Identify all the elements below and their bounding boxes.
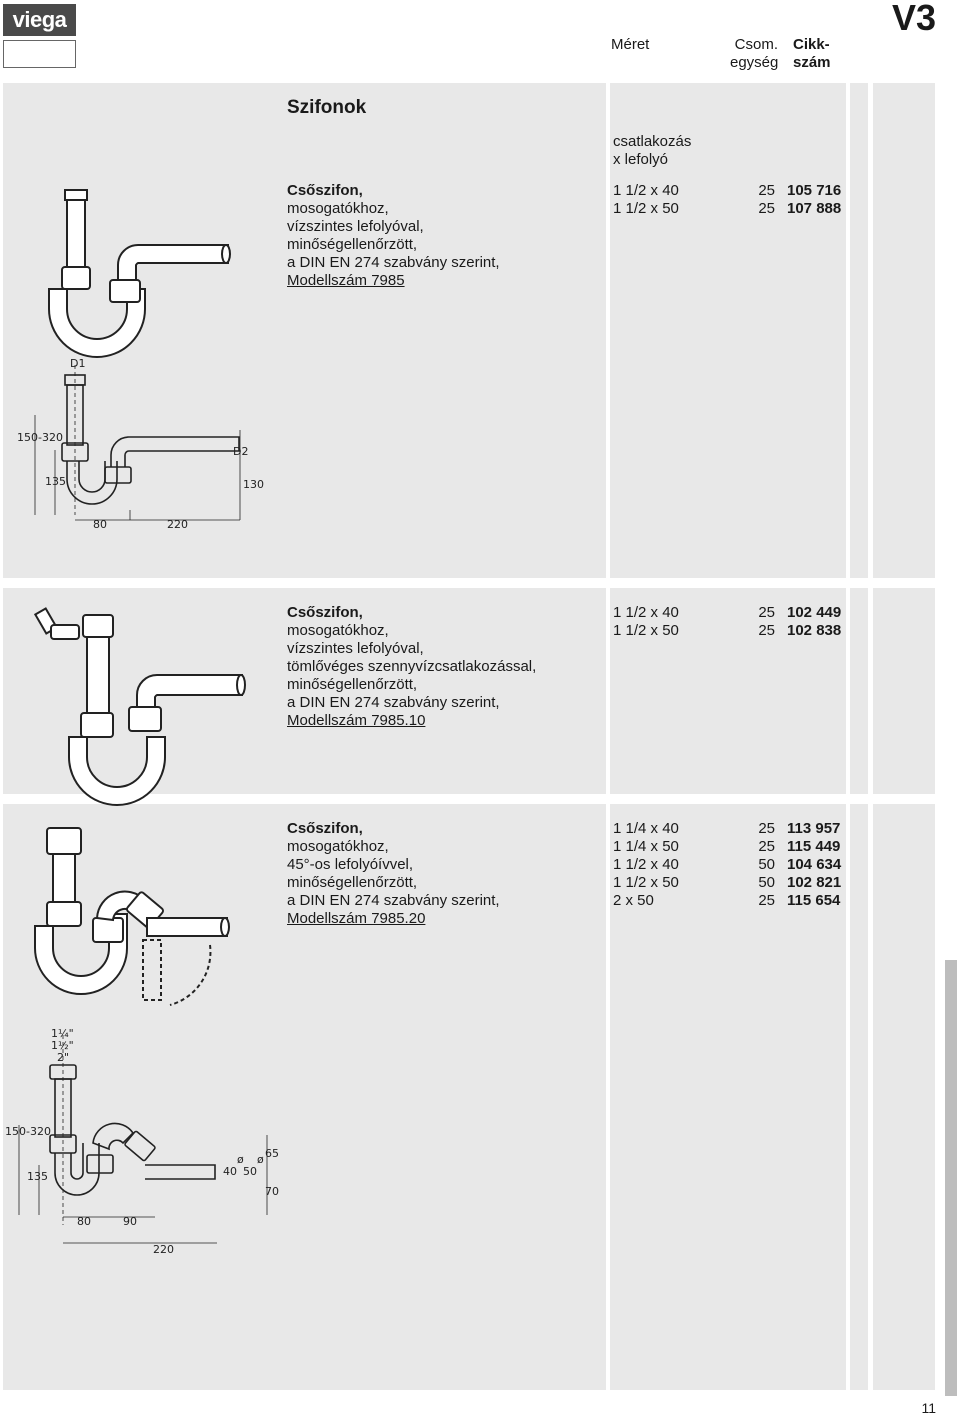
- siphon-drawing-2: [35, 605, 255, 775]
- size-subheader-line2: x lefolyó: [613, 151, 669, 168]
- dim-width-1: 80: [77, 1215, 91, 1228]
- dim-b: 1½": [51, 1039, 74, 1052]
- dim-dia-1: 40: [223, 1165, 237, 1178]
- table-cell-size: 1 1/2 x 50: [613, 874, 679, 891]
- table-cell-size: 1 1/2 x 40: [613, 604, 679, 621]
- table-cell-article: 107 888: [787, 200, 842, 217]
- product-3-line: 45°-os lefolyóívvel,: [287, 856, 414, 873]
- table-cell-qty: 25: [758, 182, 775, 199]
- dim-width-3: 220: [153, 1243, 174, 1256]
- dim-c: 2": [57, 1051, 70, 1064]
- col-header-article: [793, 36, 831, 72]
- product-2-line: a DIN EN 274 szabvány szerint,: [287, 694, 500, 711]
- viega-logo: viega: [3, 4, 76, 36]
- product-3-articles: [787, 820, 841, 910]
- dim-dia-symbol-1: ø: [237, 1153, 244, 1166]
- block-3-col-a: [850, 804, 868, 1390]
- table-cell-article: 113 957: [787, 820, 841, 837]
- table-cell-qty: 25: [758, 838, 775, 855]
- col-header-qty-line2: egység: [730, 54, 779, 71]
- table-cell-qty: 25: [758, 622, 775, 639]
- table-cell-article: 102 838: [787, 622, 842, 639]
- dim-height-2: 135: [27, 1170, 48, 1183]
- siphon-dimension-drawing-1: [15, 355, 275, 535]
- size-subheader: [613, 133, 691, 169]
- product-1-line: mosogatókhoz,: [287, 200, 389, 217]
- block-2-col-a: [850, 588, 868, 794]
- block-2-col-b: [873, 588, 935, 794]
- dim-height-5: 70: [265, 1185, 279, 1198]
- table-cell-article: 104 634: [787, 856, 842, 873]
- product-3-sizes: [613, 820, 679, 910]
- table-cell-article: 105 716: [787, 182, 842, 199]
- product-2-line: mosogatókhoz,: [287, 622, 389, 639]
- product-3-line: mosogatókhoz,: [287, 838, 389, 855]
- siphon-drawing-1: [40, 185, 240, 345]
- table-cell-article: 102 821: [787, 874, 842, 891]
- section-title: Szifonok: [287, 97, 367, 118]
- dim-d2: D2: [233, 445, 249, 458]
- product-2-qtys: [730, 604, 775, 640]
- product-1-title: Csőszifon,: [287, 182, 363, 199]
- siphon-dimension-drawing-3: [5, 1025, 295, 1265]
- product-3-qtys: [730, 820, 775, 910]
- dim-height: 150-320: [17, 431, 63, 444]
- dim-height-2: 135: [45, 475, 66, 488]
- table-cell-qty: 50: [758, 874, 775, 891]
- table-cell-size: 1 1/4 x 50: [613, 838, 679, 855]
- product-3-line: a DIN EN 274 szabvány szerint,: [287, 892, 500, 909]
- dim-width-2: 90: [123, 1215, 137, 1228]
- col-header-qty: [730, 36, 778, 72]
- product-1-articles: [787, 182, 841, 218]
- product-2-line: tömlővéges szennyvízcsatlakozással,: [287, 658, 537, 675]
- product-1-model-link[interactable]: Modellszám 7985: [287, 272, 405, 289]
- product-3-title: Csőszifon,: [287, 820, 363, 837]
- page-number: 11: [921, 1400, 936, 1416]
- table-cell-qty: 25: [758, 200, 775, 217]
- product-3-description: [287, 820, 500, 928]
- product-1-line: vízszintes lefolyóval,: [287, 218, 424, 235]
- dim-a: 1¼": [51, 1027, 74, 1040]
- product-1-description: [287, 182, 500, 290]
- product-2-title: Csőszifon,: [287, 604, 363, 621]
- table-cell-article: 115 654: [787, 892, 841, 909]
- dim-width-1: 80: [93, 518, 107, 531]
- block-3-col-b: [873, 804, 935, 1390]
- table-cell-size: 1 1/2 x 50: [613, 622, 679, 639]
- dim-dia-symbol-2: ø: [257, 1153, 264, 1166]
- product-3-model-link[interactable]: Modellszám 7985.20: [287, 910, 426, 927]
- product-2-line: minőségellenőrzött,: [287, 676, 418, 693]
- table-cell-qty: 25: [758, 604, 775, 621]
- dim-dia-2: 50: [243, 1165, 257, 1178]
- product-1-line: a DIN EN 274 szabvány szerint,: [287, 254, 500, 271]
- table-cell-qty: 25: [758, 892, 775, 909]
- block-1-col-a: [850, 83, 868, 578]
- table-cell-article: 115 449: [787, 838, 841, 855]
- product-1-qtys: [730, 182, 775, 218]
- table-cell-size: 1 1/4 x 40: [613, 820, 679, 837]
- product-3-line: minőségellenőrzött,: [287, 874, 418, 891]
- dim-height-4: 65: [265, 1147, 279, 1160]
- table-cell-qty: 50: [758, 856, 775, 873]
- table-cell-qty: 25: [758, 820, 775, 837]
- block-1-col-b: [873, 83, 935, 578]
- product-2-sizes: [613, 604, 679, 640]
- table-cell-size: 1 1/2 x 40: [613, 856, 679, 873]
- col-header-article-line2: szám: [793, 54, 831, 71]
- table-cell-size: 1 1/2 x 50: [613, 200, 679, 217]
- dim-width-2: 220: [167, 518, 188, 531]
- product-2-description: [287, 604, 536, 730]
- table-cell-size: 2 x 50: [613, 892, 654, 909]
- product-2-model-link[interactable]: Modellszám 7985.10: [287, 712, 426, 729]
- dim-d1: D1: [70, 357, 86, 370]
- col-header-article-line1: Cikk-: [793, 36, 830, 53]
- product-1-line: minőségellenőrzött,: [287, 236, 418, 253]
- col-header-size: Méret: [611, 36, 650, 53]
- col-header-qty-line1: Csom.: [734, 36, 778, 53]
- product-2-line: vízszintes lefolyóval,: [287, 640, 424, 657]
- size-subheader-line1: csatlakozás: [613, 133, 692, 150]
- dim-height: 150-320: [5, 1125, 51, 1138]
- siphon-drawing-3: [35, 820, 265, 1010]
- table-cell-size: 1 1/2 x 40: [613, 182, 679, 199]
- table-cell-article: 102 449: [787, 604, 842, 621]
- product-2-articles: [787, 604, 841, 640]
- catalog-code: V3: [891, 0, 936, 38]
- dim-height-3: 130: [243, 478, 264, 491]
- logo-frame: [3, 40, 76, 68]
- product-1-sizes: [613, 182, 679, 218]
- side-marker-bar: [945, 960, 957, 1396]
